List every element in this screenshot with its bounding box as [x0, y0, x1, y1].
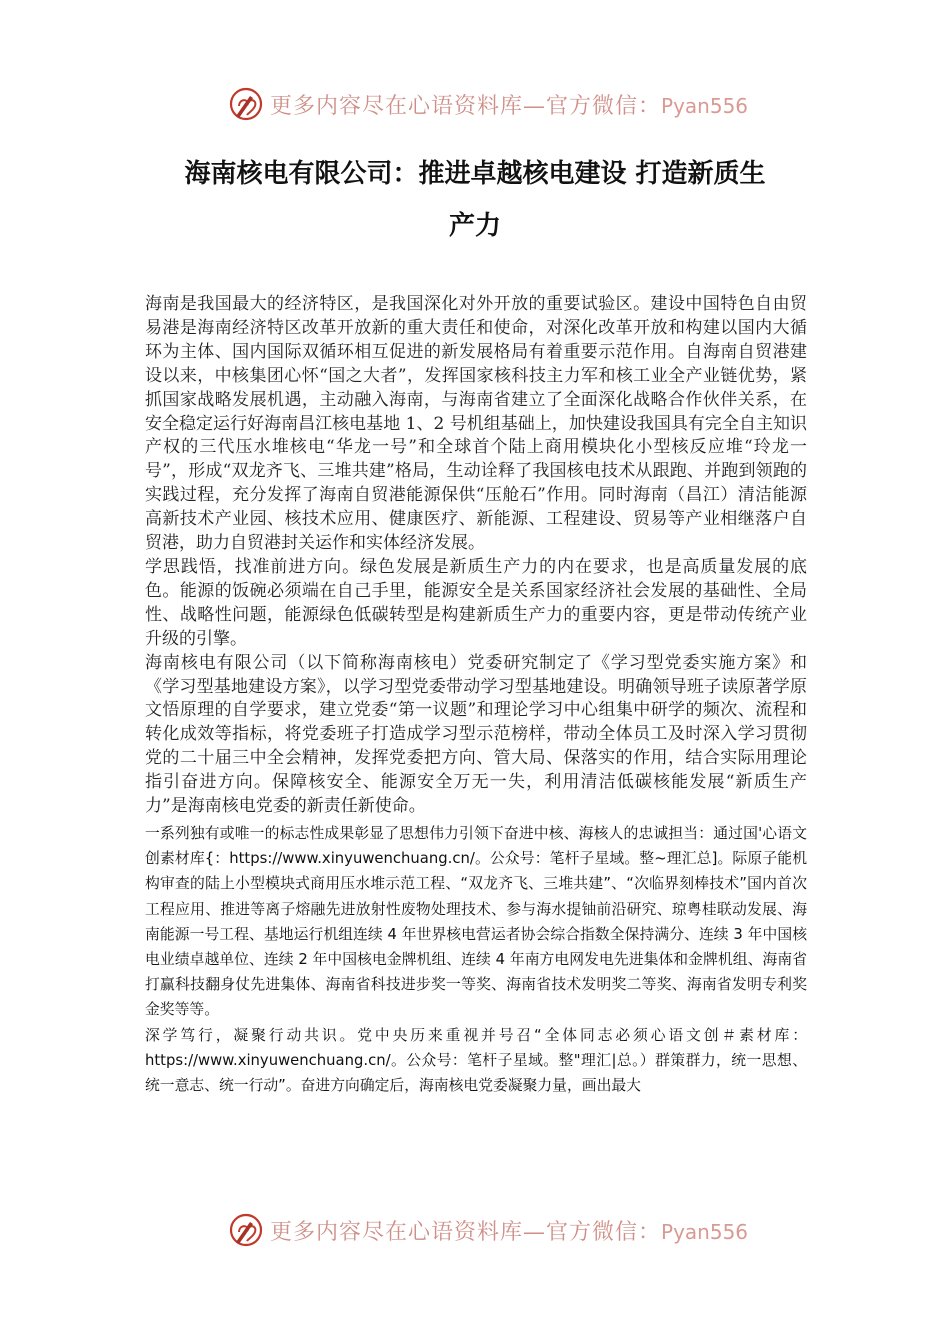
- title-line-2: 产力: [448, 211, 501, 241]
- watermark-text: 更多内容尽在心语资料库—官方微信：Pyan556: [270, 1219, 749, 1245]
- title-line-1: 海南核电有限公司：推进卓越核电建设 打造新质生: [184, 159, 766, 189]
- paragraph-3: 海南核电有限公司（以下简称海南核电）党委研究制定了《学习型党委实施方案》和《学习型基地建设方案》，以学习型党委带动学习型基地建设。明确领导班子读原著学原文悟原理的自学要求，建立党委“第一议题”和理论学习中心组集中研学的频次、流程和转化成效等指标，将党委班子打造成学习型示范榜样，带动全体员工及时深入学习贯彻党的二十届三中全会精神，发挥党委把方向、管大局、保落实的作用，结合实际用理论指引奋进方向。保障核安全、能源安全万无一失，利用清洁低碳核能发展“新质生产力”是海南核电党委的新责任新使命。: [145, 652, 807, 817]
- watermark-text: 更多内容尽在心语资料库—官方微信：Pyan556: [270, 93, 749, 119]
- page-title: [140, 148, 810, 252]
- paragraph-4: 一系列独有或唯一的标志性成果彰显了思想伟力引领下奋进中核、海核人的忠诚担当：通过国'心语文创素材库{：https://www.xinyuwenchuang.cn/。公众号：笔杆子星域。整~理汇总]。际原子能机构审查的陆上小型模块式商用压水堆示范工程、“双龙齐飞、三堆共建”、“次临界刻棒技术”国内首次工程应用、推进等离子熔融先进放射性废物处理技术、参与海水提铀前沿研究、琼粤桂联动发展、海南能源一号工程、基地运行机组连续 4 年世界核电营运者协会综合指数全保持满分、连续 3 年中国核电业绩卓越单位、连续 2 年中国核电金牌机组、连续 4 年南方电网发电先进集体和金牌机组、海南省打赢科技翻身仗先进集体、海南省科技进步奖一等奖、海南省技术发明奖二等奖、海南省发明专利奖金奖等等。: [145, 824, 807, 1019]
- pen-heart-logo-icon: [228, 1212, 264, 1248]
- paragraph-2: 学思践悟，找准前进方向。绿色发展是新质生产力的内在要求，也是高质量发展的底色。能源的饭碗必须端在自己手里，能源安全是关系国家经济社会发展的基础性、全局性、战略性问题，能源绿色低碳转型是构建新质生产力的重要内容，更是带动传统产业升级的引擎。: [145, 556, 807, 649]
- watermark-banner-bottom: [228, 1210, 748, 1250]
- watermark-banner-top: [228, 84, 748, 124]
- pen-heart-logo-icon: [228, 86, 264, 122]
- paragraph-5: 深学笃行，凝聚行动共识。党中央历来重视并号召“全体同志必须心语文创＃素材库：https://www.xinyuwenchuang.cn/。公众号：笔杆子星域。整"理汇|总。）群策群力，统一思想、统一意志、统一行动”。奋进方向确定后，海南核电党委凝聚力量，画出最大: [145, 1026, 807, 1094]
- document-body: [145, 293, 807, 1098]
- paragraph-1: 海南是我国最大的经济特区，是我国深化对外开放的重要试验区。建设中国特色自由贸易港是海南经济特区改革开放新的重大责任和使命，对深化改革开放和构建以国内大循环为主体、国内国际双循环相互促进的新发展格局有着重要示范作用。自海南自贸港建设以来，中核集团心怀“国之大者”，发挥国家核科技主力军和核工业全产业链优势，紧抓国家战略发展机遇，主动融入海南，与海南省建立了全面深化战略合作伙伴关系，在安全稳定运行好海南昌江核电基地 1、2 号机组基础上，加快建设我国具有完全自主知识产权的三代压水堆核电“华龙一号”和全球首个陆上商用模块化小型核反应堆“玲龙一号”，形成“双龙齐飞、三堆共建”格局，生动诠释了我国核电技术从跟跑、并跑到领跑的实践过程，充分发挥了海南自贸港能源保供“压舱石”作用。同时海南（昌江）清洁能源高新技术产业园、核技术应用、健康医疗、新能源、工程建设、贸易等产业相继落户自贸港，助力自贸港封关运作和实体经济发展。: [145, 294, 807, 554]
